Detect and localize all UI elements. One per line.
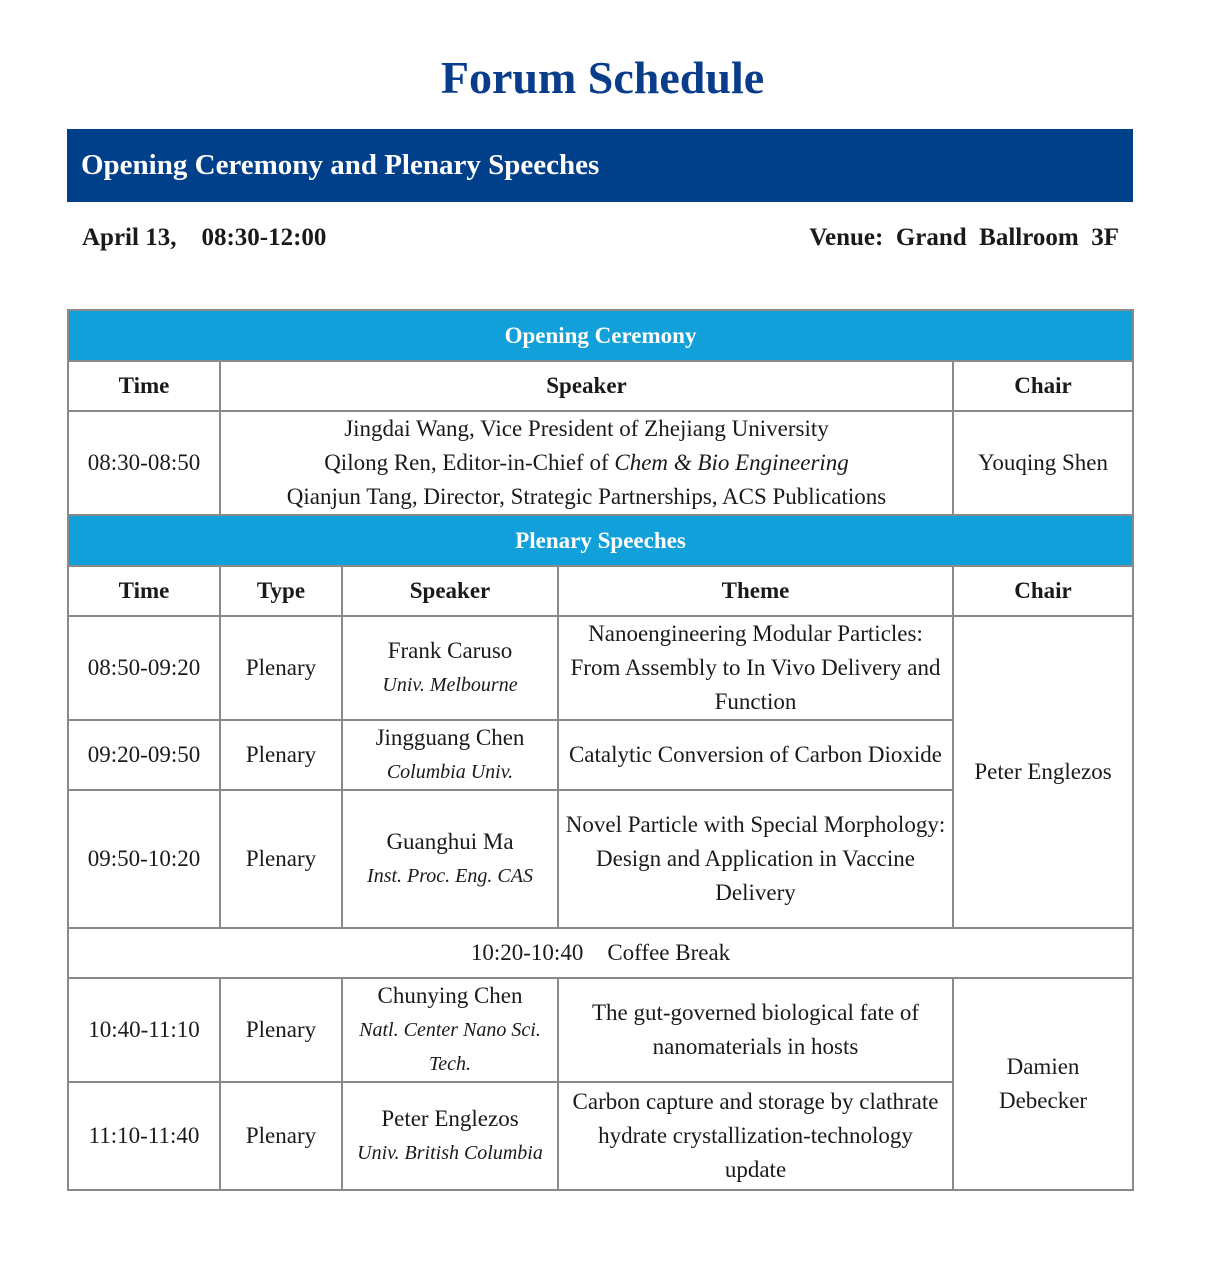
talk-type: Plenary [220,720,342,790]
talk-speaker [342,1082,558,1190]
talk-theme: Carbon capture and storage by clathrate hydrate crystallization-technology update [558,1082,953,1190]
plenary-chair-2: Damien Debecker [953,978,1133,1190]
speaker-name: Chunying Chen [377,983,523,1008]
opening-header-chair: Chair [953,361,1133,411]
speaker-name: Frank Caruso [387,638,513,663]
speaker-affiliation: Univ. British Columbia [357,1142,543,1164]
talk-type: Plenary [220,1082,342,1190]
coffee-break-row [68,928,1133,978]
opening-header-time: Time [68,361,220,411]
plenary-header-chair: Chair [953,566,1133,616]
speaker-name: Guanghui Ma [386,829,514,854]
opening-speaker-1: Jingdai Wang, Vice President of Zhejiang University [344,416,829,441]
talk-theme: Nanoengineering Modular Particles: From Assembly to In Vivo Delivery and Function [558,616,953,720]
speaker-affiliation: Inst. Proc. Eng. CAS [367,865,533,887]
talk-time: 08:50-09:20 [68,616,220,720]
talk-theme: Catalytic Conversion of Carbon Dioxide [558,720,953,790]
plenary-header-theme: Theme [558,566,953,616]
talk-theme: The gut-governed biological fate of nanomaterials in hosts [558,978,953,1082]
talk-type: Plenary [220,790,342,928]
talk-theme [558,790,953,928]
talk-theme-line-1: Novel Particle with Special Morphology: [565,812,946,837]
talk-time: 10:40-11:10 [68,978,220,1082]
talk-speaker [342,616,558,720]
session-banner: Opening Ceremony and Plenary Speeches [67,129,1133,202]
opening-speaker-3: Qianjun Tang, Director, Strategic Partnerships, ACS Publications [286,484,887,509]
talk-speaker [342,790,558,928]
plenary-header-time: Time [68,566,220,616]
speaker-name: Jingguang Chen [375,725,525,750]
talk-theme-line-2: Design and Application in Vaccine Delivery [596,846,915,905]
opening-chair: Youqing Shen [953,411,1133,515]
speaker-affiliation: Natl. Center Nano Sci. Tech. [359,1019,541,1075]
speaker-name: Peter Englezos [381,1106,519,1131]
opening-section-row [68,310,1133,361]
talk-time: 09:50-10:20 [68,790,220,928]
coffee-break-time: 10:20-10:40 [470,940,584,965]
talk-time: 09:20-09:50 [68,720,220,790]
plenary-section-title: Plenary Speeches [68,515,1133,566]
table-row [68,616,1133,720]
opening-section-title: Opening Ceremony [68,310,1133,361]
plenary-header-speaker: Speaker [342,566,558,616]
opening-speakers [220,411,953,515]
session-venue: Venue: Grand Ballroom 3F [809,224,1119,251]
talk-type: Plenary [220,978,342,1082]
page-title: Forum Schedule [440,52,765,103]
opening-speaker-2-text: Qilong Ren, Editor-in-Chief of [324,450,615,475]
speaker-affiliation: Univ. Melbourne [382,674,518,696]
opening-speaker-2 [227,446,946,480]
talk-type: Plenary [220,616,342,720]
session-date-time: April 13, 08:30-12:00 [82,224,327,251]
speaker-affiliation: Columbia Univ. [386,761,514,783]
plenary-chair-1: Peter Englezos [953,616,1133,928]
talk-time: 11:10-11:40 [68,1082,220,1190]
coffee-break [68,928,1133,978]
coffee-break-label: Coffee Break [607,940,731,965]
table-row [68,978,1133,1082]
opening-row [68,411,1133,515]
plenary-header-type: Type [220,566,342,616]
talk-speaker [342,978,558,1082]
opening-header-row [68,361,1133,411]
talk-speaker [342,720,558,790]
opening-header-speaker: Speaker [220,361,953,411]
schedule-table [67,309,1134,1191]
journal-name: Chem & Bio Engineering [614,450,849,475]
opening-time: 08:30-08:50 [68,411,220,515]
plenary-header-row [68,566,1133,616]
plenary-section-row [68,515,1133,566]
